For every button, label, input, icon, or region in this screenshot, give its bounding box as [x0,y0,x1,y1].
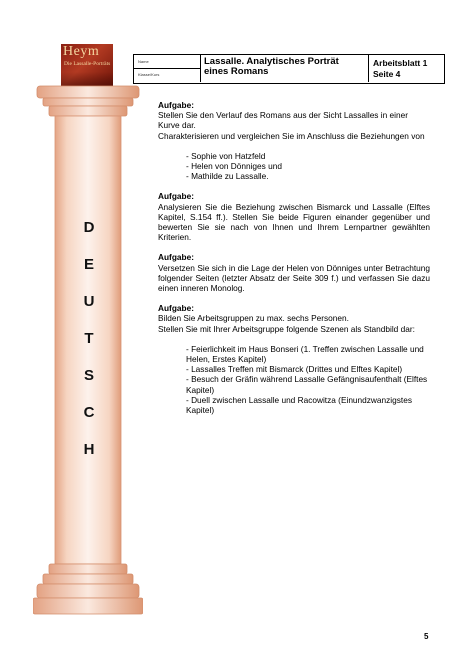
character-list [186,151,430,182]
list-item: - Sophie von Hatzfeld [186,150,266,161]
task-text: Stellen Sie den Verlauf des Romans aus der Sicht Lassalles in einer Kurve dar. [158,110,408,131]
subject-letter: H [83,441,95,458]
sheet-info-cell [368,55,445,82]
task-text: Stellen Sie mit Ihrer Arbeitsgruppe folgende Szenen als Standbild dar: [158,323,415,334]
sheet-page: Seite 4 [373,69,401,79]
task-text: Versetzen Sie sich in die Lage der Helen von Dönniges unter Betrachtung folgender Seiten (letzter Absatz der Seite 309 f.) und verfassen Sie dazu einen inneren Monolog. [158,262,430,294]
task-block [158,191,430,242]
class-field-label: Klasse/Kurs [138,72,160,77]
subject-letter: T [84,330,94,347]
worksheet-title: Lassalle. Analytisches Porträt eines Romans [204,56,339,77]
name-field-label: Name [138,59,149,64]
sheet-number: Arbeitsblatt 1 [373,58,428,68]
task-text: Analysieren Sie die Beziehung zwischen Bismarck und Lassalle (Elftes Kapitel, S.154 ff.). Stellen Sie beide Figuren einander gegenüber und bewerten Sie sie nach von Ihnen und Ihrem Lernpartner gewählten Kriterien. [158,201,430,243]
list-item: - Feierlichkeit im Haus Bonseri (1. Treffen zwischen Lassalle und Helen, Erstes Kapitel) [186,343,424,365]
list-item: - Lassalles Treffen mit Bismarck (Drittes und Elftes Kapitel) [186,364,403,375]
task-block [158,252,430,293]
subject-letter: D [83,219,95,236]
student-info-cell [134,55,201,82]
task-block [158,303,430,415]
page-number: 5 [424,632,429,641]
subject-letter: S [83,367,94,384]
scene-list [186,344,430,415]
list-item: - Duell zwischen Lassalle und Racowitza (Einundzwanzigstes Kapitel) [186,394,412,416]
book-cover-image [61,44,113,88]
list-item: - Besuch der Gräfin während Lassalle Gefängnisaufenthalt (Elftes Kapitel) [186,374,428,395]
book-cover-title: Heym [63,44,100,59]
task-heading: Aufgabe: [158,100,194,110]
task-content [158,100,430,425]
task-heading: Aufgabe: [158,191,194,202]
vertical-subject-label [79,219,99,478]
task-block [158,100,430,181]
worksheet-header [133,54,445,84]
task-heading: Aufgabe: [158,252,194,263]
book-cover-subtitle: Die Lassalle-Porträts [64,61,111,67]
subject-letter: C [83,404,95,421]
decorative-column [33,84,143,616]
subject-letter: E [83,256,94,273]
subject-letter: U [83,293,95,310]
list-item: - Mathilde zu Lassalle. [186,171,269,182]
task-text: Bilden Sie Arbeitsgruppen zu max. sechs Personen. [158,313,349,324]
task-text: Charakterisieren und vergleichen Sie im Anschluss die Beziehungen von [158,130,425,141]
list-item: - Helen von Dönniges und [186,161,282,172]
task-heading: Aufgabe: [158,303,194,314]
